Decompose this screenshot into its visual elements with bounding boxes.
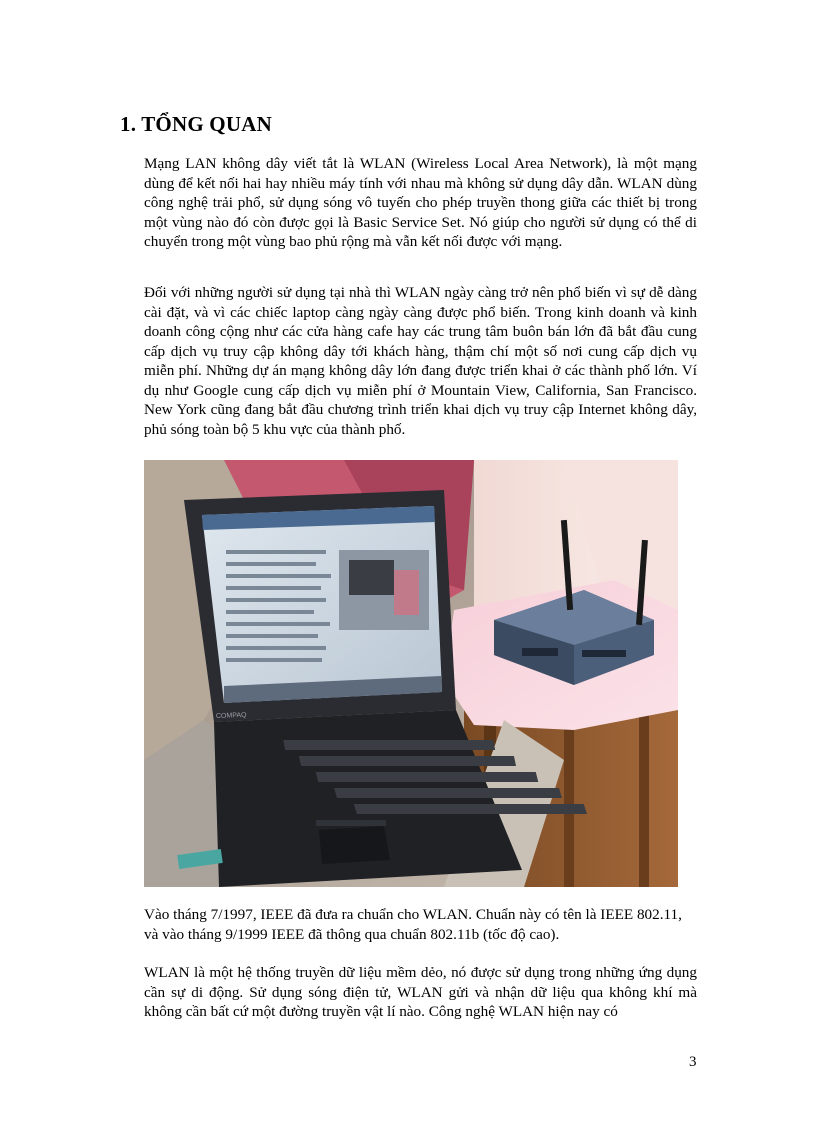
laptop-router-photo xyxy=(144,460,678,887)
paragraph-home-users: Đối với những người sử dụng tại nhà thì WLAN ngày càng trở nên phổ biến vì sự dễ dàng cài đặt, và vì các chiếc laptop càng ngày càng được phổ biến. Trong kinh doanh và kinh doanh công cộng như các cửa hàng cafe hay các trung tâm buôn bán lớn đã bắt đầu cung cấp dịch vụ truy cập không dây tới khách hàng, thậm chí một số nơi cung cấp dịch vụ miễn phí. Những dự án mạng không dây lớn đang được triển khai ở các thành phố lớn. Ví dụ như Google cung cấp dịch vụ miễn phí ở Mountain View, California, San Francisco. New York cũng đang bắt đầu chương trình triển khai dịch vụ truy cập Internet không dây, phủ sóng toàn bộ 5 khu vực của thành phố. xyxy=(144,284,697,438)
page-number: 3 xyxy=(689,1054,697,1070)
paragraph-wlan-system: WLAN là một hệ thống truyền dữ liệu mềm dẻo, nó được sử dụng trong những ứng dụng cần sự di động. Sử dụng sóng điện tử, WLAN gửi và nhận dữ liệu qua không khí mà không cần bất cứ một đường truyền vật lí nào. Công nghệ WLAN hiện nay có xyxy=(144,964,697,1020)
section-heading: 1. TỔNG QUAN xyxy=(120,112,272,136)
paragraph-ieee-standard: Vào tháng 7/1997, IEEE đã đưa ra chuẩn cho WLAN. Chuẩn này có tên là IEEE 802.11, và vào tháng 9/1999 IEEE đã thông qua chuẩn 802.11b (tốc độ cao). xyxy=(144,906,682,943)
paragraph-intro: Mạng LAN không dây viết tắt là WLAN (Wireless Local Area Network), là một mạng dùng để kết nối hai hay nhiều máy tính với nhau mà không sử dụng dây dẫn. WLAN dùng công nghệ trải phổ, sử dụng sóng vô tuyến cho phép truyền thong giữa các thiết bị trong một vùng nào đó còn được gọi là Basic Service Set. Nó giúp cho người sử dụng có thể di chuyển trong một vùng bao phủ rộng mà vẫn kết nối được với mạng. xyxy=(144,155,697,250)
laptop-brand-label: COMPAQ xyxy=(215,711,247,720)
